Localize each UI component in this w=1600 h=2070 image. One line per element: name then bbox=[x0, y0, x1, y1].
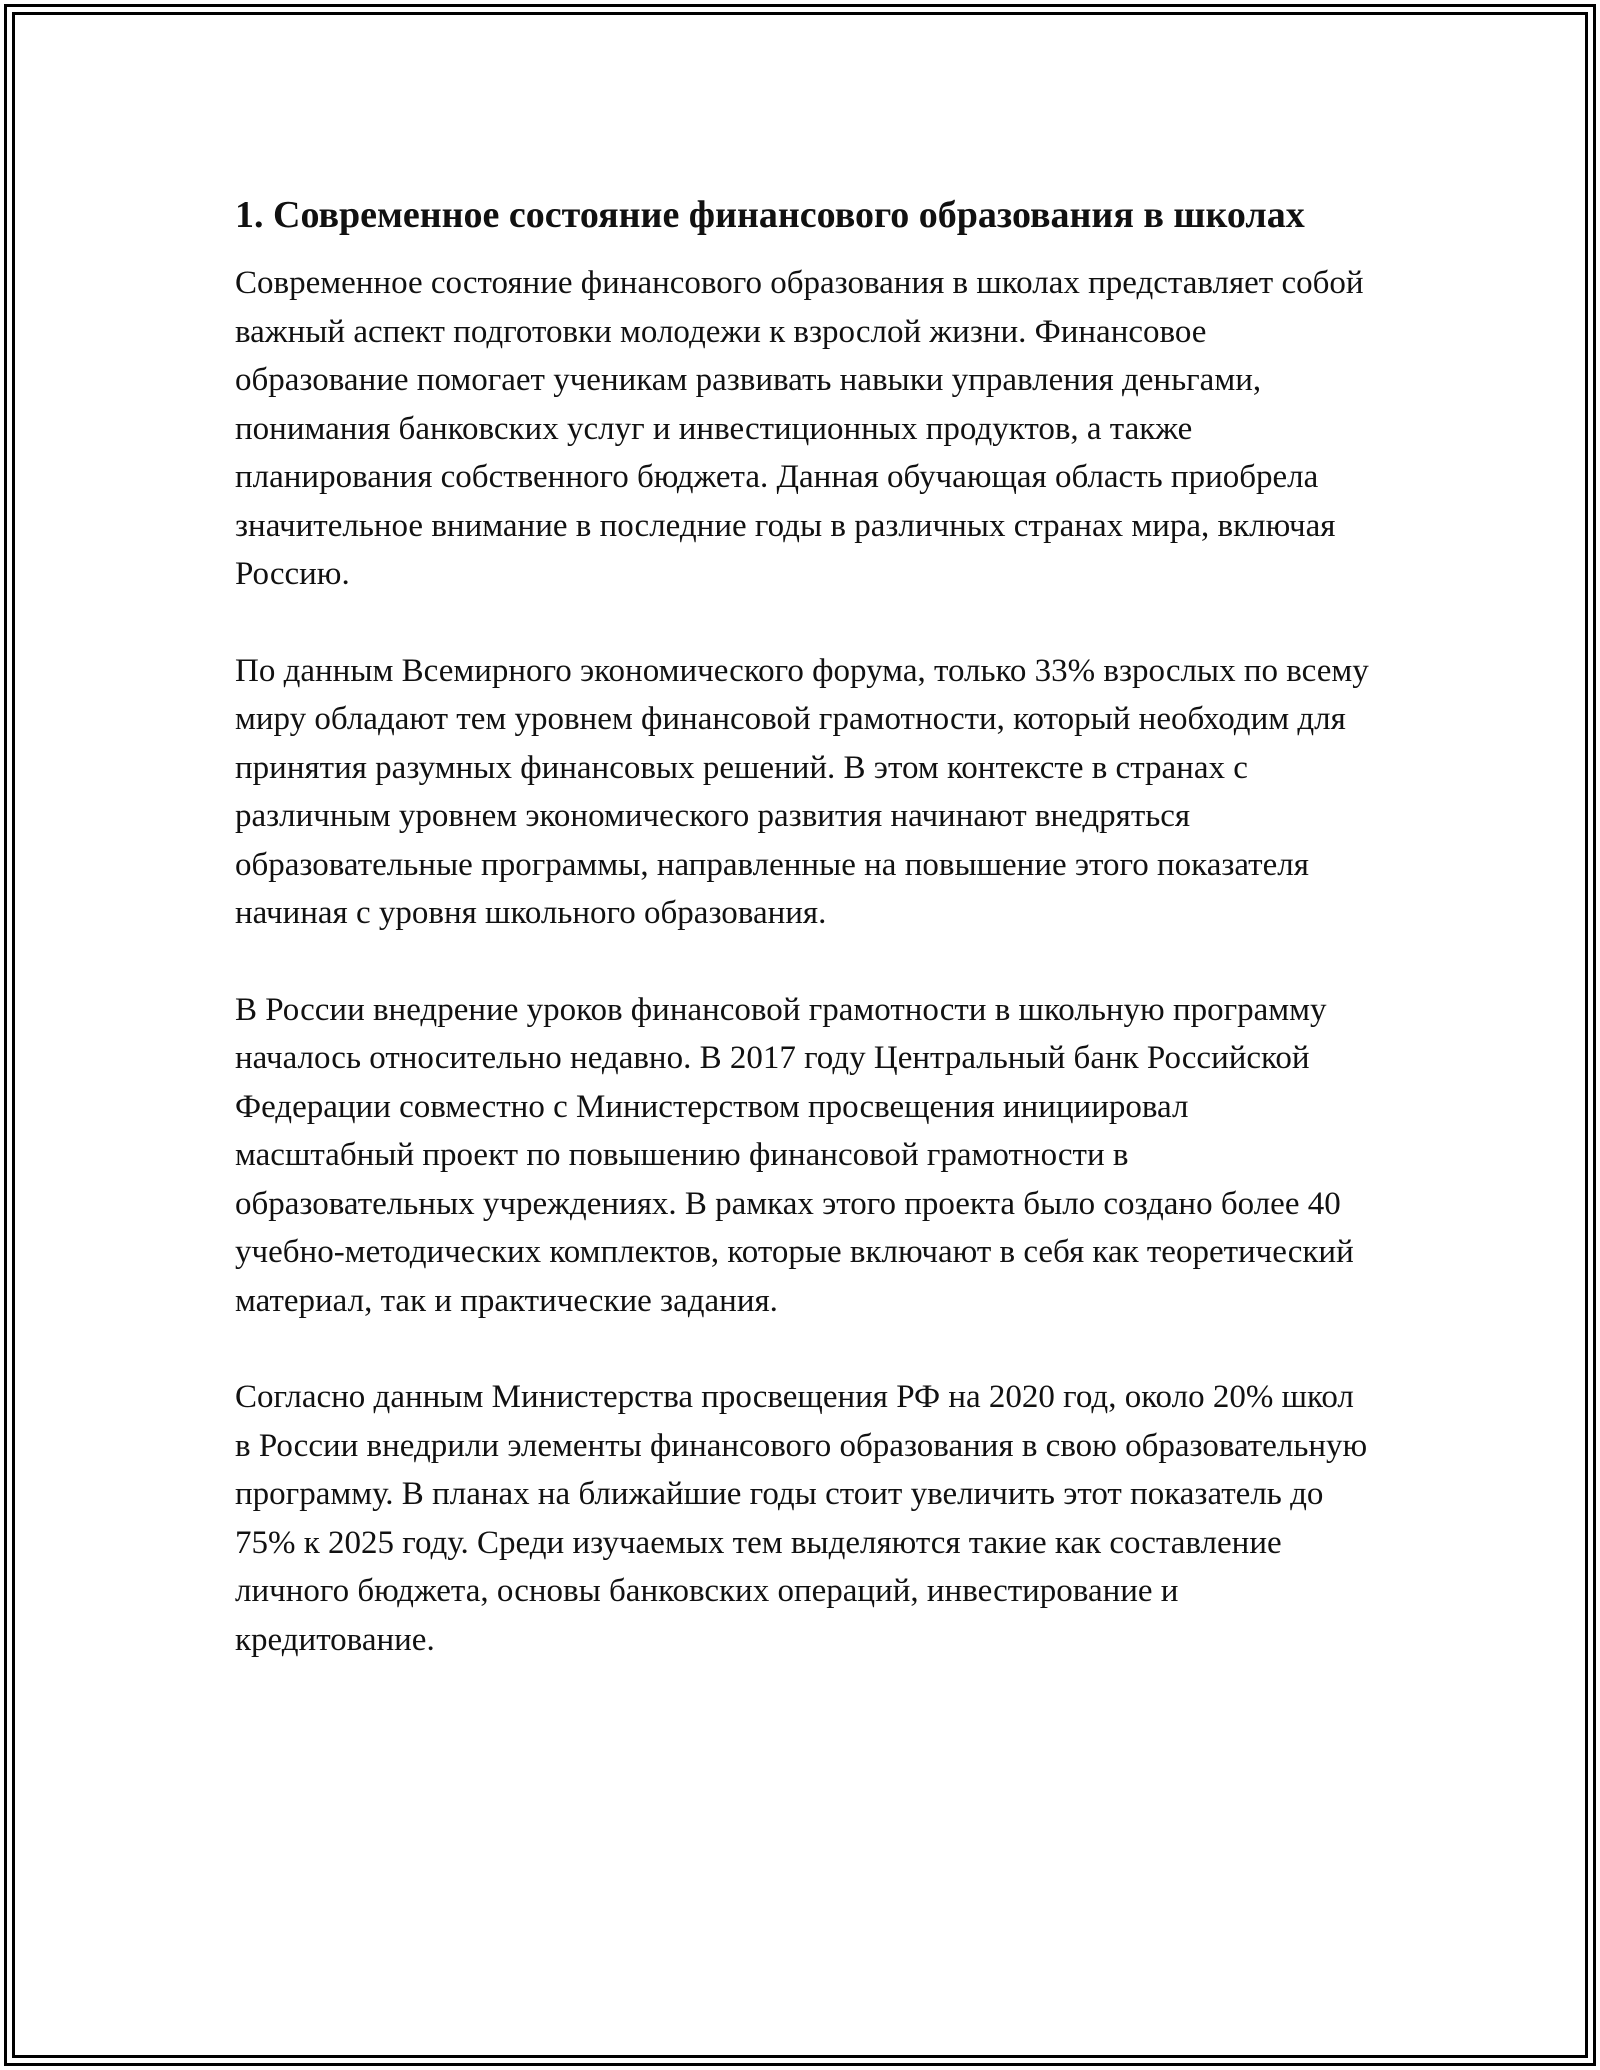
paragraph-3: В России внедрение уроков финансовой грамотности в школьную программу началось относительно недавно. В 2017 году Центральный банк Российской Федерации совместно с Министерством просвещения инициировал масштабный проект по повышению финансовой грамотности в образовательных учреждениях. В рамках этого проекта было создано более 40 учебно-методических комплектов, которые включают в себя как теоретический материал, так и практические задания. bbox=[235, 991, 1354, 1319]
paragraph-4: Согласно данным Министерства просвещения РФ на 2020 год, около 20% школ в России внедрили элементы финансового образования в свою образовательную программу. В планах на ближайшие годы стоит увеличить этот показатель до 75% к 2025 году. Среди изучаемых тем выделяются такие как составление личного бюджета, основы банковских операций, инвестирование и кредитование. bbox=[235, 1379, 1368, 1658]
section-heading: 1. Современное состояние финансового образования в школах bbox=[235, 194, 1305, 236]
document-body bbox=[235, 188, 1370, 1712]
paragraph-1: Современное состояние финансового образования в школах представляет собой важный аспект подготовки молодежи к взрослой жизни. Финансовое образование помогает ученикам развивать навыки управления деньгами, понимания банковских услуг и инвестиционных продуктов, а также планирования собственного бюджета. Данная обучающая область приобрела значительное внимание в последние годы в различных странах мира, включая Россию. bbox=[235, 265, 1364, 592]
paragraph-2: По данным Всемирного экономического форума, только 33% взрослых по всему миру обладают тем уровнем финансовой грамотности, который необходим для принятия разумных финансовых решений. В этом контексте в странах с различным уровнем экономического развития начинают внедряться образовательные программы, направленные на повышение этого показателя начиная с уровня школьного образования. bbox=[235, 652, 1369, 931]
